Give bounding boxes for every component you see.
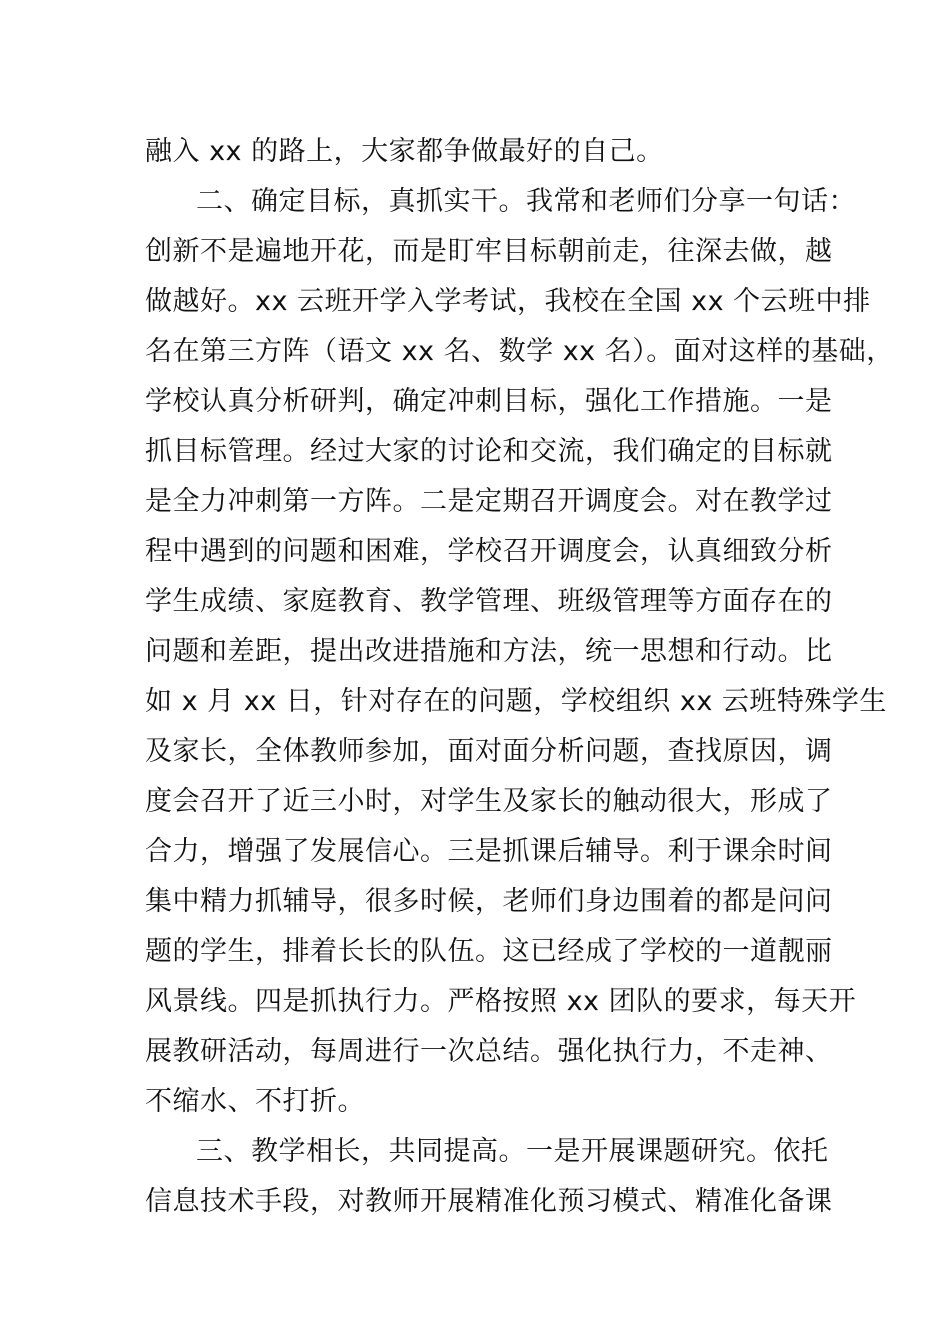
text-line: 创新不是遍地开花，而是盯牢目标朝前走，往深去做，越 (145, 236, 833, 267)
text-line: 信息技术手段，对教师开展精准化预习模式、精准化备课 (145, 1186, 833, 1217)
text-line: 问题和差距，提出改进措施和方法，统一思想和行动。比 (145, 636, 833, 667)
text-line: 集中精力抓辅导，很多时候，老师们身边围着的都是问问 (145, 886, 833, 917)
text-line: 学校认真分析研判，确定冲刺目标，强化工作措施。一是 (145, 386, 833, 417)
text-line: 展教研活动，每周进行一次总结。强化执行力，不走神、 (145, 1036, 833, 1067)
text-line: 度会召开了近三小时，对学生及家长的触动很大，形成了 (145, 786, 833, 817)
text-line: 学生成绩、家庭教育、教学管理、班级管理等方面存在的 (145, 586, 833, 617)
text-line: 名在第三方阵（语文 xx 名、数学 xx 名）。面对这样的基础， (145, 336, 894, 367)
text-line: 如 x 月 xx 日，针对存在的问题，学校组织 xx 云班特殊学生 (145, 686, 887, 717)
text-line: 题的学生，排着长长的队伍。这已经成了学校的一道靓丽 (145, 936, 833, 967)
text-line: 融入 xx 的路上，大家都争做最好的自己。 (145, 136, 664, 167)
text-line: 程中遇到的问题和困难，学校召开调度会，认真细致分析 (145, 536, 833, 567)
text-line: 是全力冲刺第一方阵。二是定期召开调度会。对在教学过 (145, 486, 833, 517)
text-line: 做越好。xx 云班开学入学考试，我校在全国 xx 个云班中排 (145, 286, 871, 317)
section-heading-line: 三、教学相长，共同提高。一是开展课题研究。依托 (196, 1136, 829, 1167)
section-heading-line: 二、确定目标，真抓实干。我常和老师们分享一句话： (196, 186, 856, 217)
text-line: 抓目标管理。经过大家的讨论和交流，我们确定的目标就 (145, 436, 833, 467)
text-line: 及家长，全体教师参加，面对面分析问题，查找原因，调 (145, 736, 833, 767)
text-line: 风景线。四是抓执行力。严格按照 xx 团队的要求，每天开 (145, 986, 857, 1017)
text-line: 合力，增强了发展信心。三是抓课后辅导。利于课余时间 (145, 836, 833, 867)
text-line: 不缩水、不打折。 (145, 1086, 365, 1117)
